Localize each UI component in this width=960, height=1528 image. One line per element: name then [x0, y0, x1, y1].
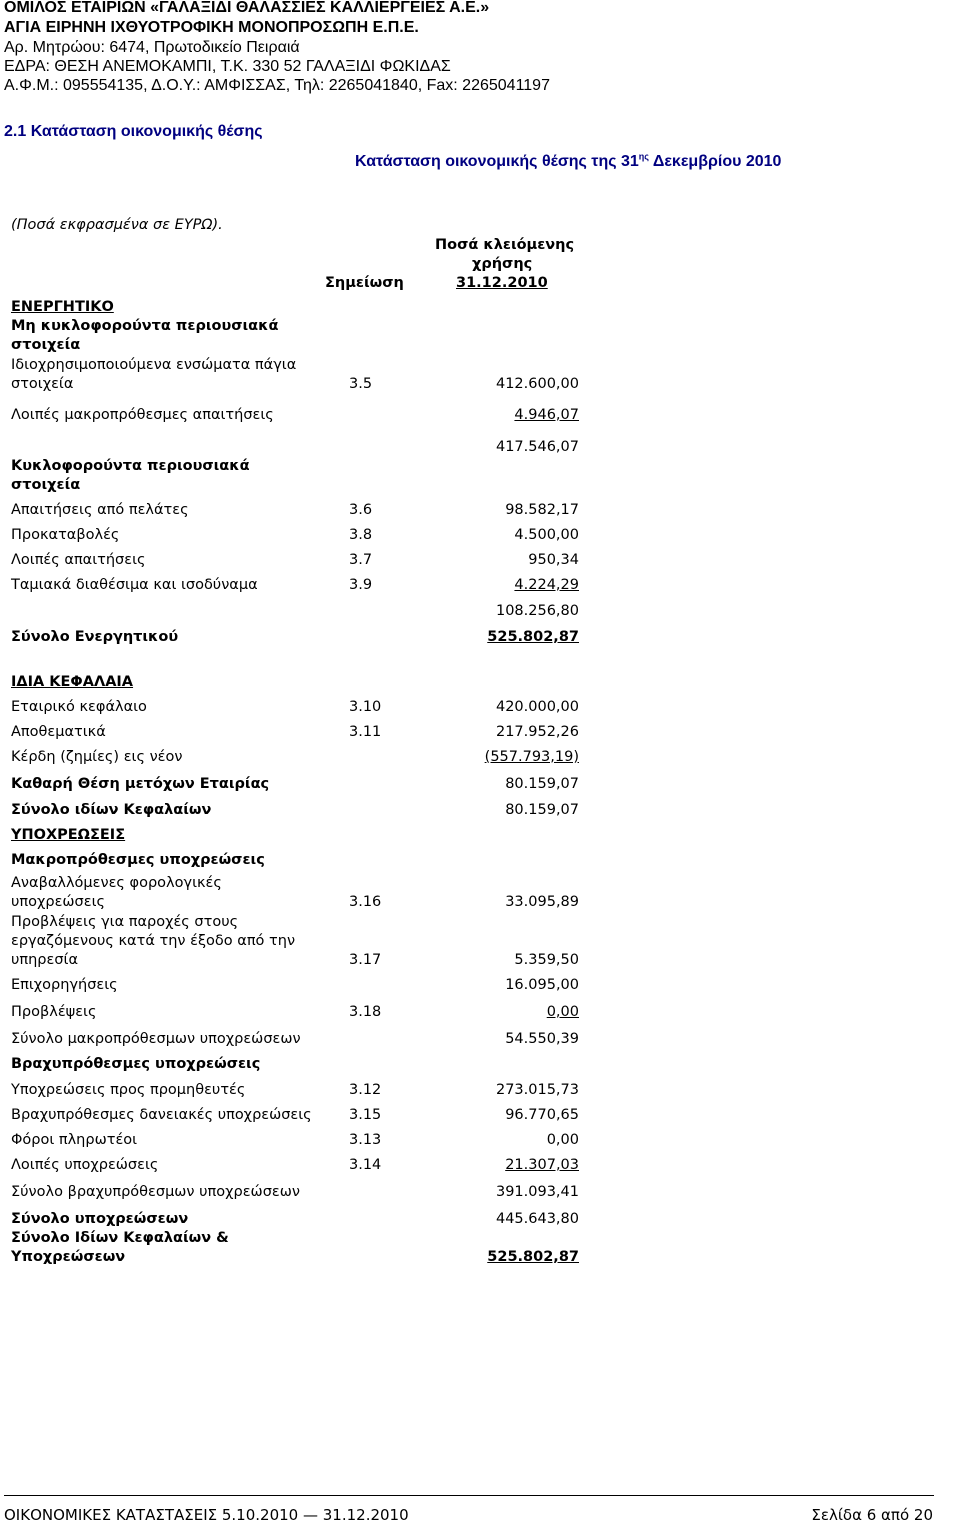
subsidiary-name: ΑΓΙΑ ΕΙΡΗΝΗ ΙΧΘΥΟΤΡΟΦΙΚΗ ΜΟΝΟΠΡΟΣΩΠΗ Ε.Π.Ε.	[4, 19, 419, 36]
liabilities-heading: ΥΠΟΧΡΕΩΣΕΙΣ	[11, 827, 126, 843]
grand-total-label-2: Υποχρεώσεων	[11, 1249, 126, 1265]
tax-contact-line: Α.Φ.Μ.: 095554135, Δ.Ο.Υ.: ΑΜΦΙΣΣΑΣ, Τηλ: 2265041840, Fax: 2265041197	[4, 77, 550, 94]
company-name: ΟΜΙΛΟΣ ΕΤΑΙΡΙΩΝ «ΓΑΛΑΞΙΔΙ ΘΑΛΑΣΣΙΕΣ ΚΑΛΛΙΕΡΓΕΙΕΣ Α.Ε.»	[4, 0, 490, 16]
noncurrent-assets-heading: Μη κυκλοφορούντα περιουσιακά	[11, 318, 279, 334]
current-assets-total: 108.256,80	[495, 603, 579, 619]
cash-label: Ταμιακά διαθέσιμα και ισοδύναμα	[11, 577, 258, 593]
prepayments-note: 3.8	[349, 527, 373, 543]
deferred-tax-label-2: υποχρεώσεις	[11, 894, 105, 910]
provisions-note: 3.18	[349, 1004, 382, 1020]
amount-column-header-2: χρήσης	[472, 256, 533, 272]
suppliers-note: 3.12	[349, 1082, 382, 1098]
current-assets-heading: Κυκλοφορούντα περιουσιακά	[11, 458, 250, 474]
cash-note: 3.9	[349, 577, 373, 593]
grants-label: Επιχορηγήσεις	[11, 977, 118, 993]
note-column-header: Σημείωση	[325, 275, 404, 291]
grand-total-amount: 525.802,87	[487, 1249, 579, 1265]
other-receivables-note: 3.7	[349, 552, 373, 568]
deferred-tax-amount: 33.095,89	[505, 894, 579, 910]
total-equity-label: Σύνολο ιδίων Κεφαλαίων	[11, 802, 212, 818]
employee-benefits-note: 3.17	[349, 952, 382, 968]
net-position-amount: 80.159,07	[505, 776, 579, 792]
shortterm-total-label: Σύνολο βραχυπρόθεσμων υποχρεώσεων	[11, 1184, 300, 1200]
deferred-tax-label: Αναβαλλόμενες φορολογικές	[11, 875, 222, 891]
trade-receivables-amount: 98.582,17	[505, 502, 579, 518]
net-position-label: Καθαρή Θέση μετόχων Εταιρίας	[11, 776, 270, 792]
currency-note: (Ποσά εκφρασμένα σε ΕΥΡΩ).	[11, 217, 223, 233]
total-equity-amount: 80.159,07	[505, 802, 579, 818]
ppe-note: 3.5	[349, 376, 373, 392]
reserves-label: Αποθεματικά	[11, 724, 106, 740]
longterm-total-label: Σύνολο μακροπρόθεσμων υποχρεώσεων	[11, 1031, 301, 1047]
share-capital-note: 3.10	[349, 699, 382, 715]
taxes-amount: 0,00	[546, 1132, 579, 1148]
total-liabilities-amount: 445.643,80	[495, 1211, 579, 1227]
employee-benefits-label: Προβλέψεις για παροχές στους	[11, 914, 239, 930]
page-number: Σελίδα 6 από 20	[811, 1506, 933, 1524]
longterm-liabilities-heading: Μακροπρόθεσμες υποχρεώσεις	[11, 852, 265, 868]
retained-earnings-amount: (557.793,19)	[484, 749, 579, 765]
employee-benefits-label-2: εργαζόμενους κατά την έξοδο από την	[11, 933, 296, 949]
equity-heading: ΙΔΙΑ ΚΕΦΑΛΑΙΑ	[11, 674, 134, 690]
taxes-note: 3.13	[349, 1132, 382, 1148]
ppe-label: Ιδιοχρησιμοποιούμενα ενσώματα πάγια	[11, 357, 297, 373]
footer-title: ΟΙΚΟΝΟΜΙΚΕΣ ΚΑΤΑΣΤΑΣΕΙΣ 5.10.2010 — 31.12.2010	[4, 1506, 409, 1524]
ppe-label-2: στοιχεία	[11, 376, 74, 392]
lt-receivables-amount: 4.946,07	[514, 407, 579, 423]
ppe-amount: 412.600,00	[495, 376, 579, 392]
prepayments-label: Προκαταβολές	[11, 527, 120, 543]
shortterm-total-amount: 391.093,41	[495, 1184, 579, 1200]
suppliers-label: Υποχρεώσεις προς προμηθευτές	[11, 1082, 246, 1098]
provisions-label: Προβλέψεις	[11, 1004, 97, 1020]
amount-column-date: 31.12.2010	[456, 275, 548, 291]
st-loans-amount: 96.770,65	[505, 1107, 579, 1123]
registry-number: Αρ. Μητρώου: 6474, Πρωτοδικείο Πειραιά	[4, 39, 300, 56]
current-assets-heading-2: στοιχεία	[11, 477, 81, 493]
reserves-amount: 217.952,26	[495, 724, 579, 740]
amount-column-header: Ποσά κλειόμενης	[435, 237, 575, 253]
shortterm-liabilities-heading: Βραχυπρόθεσμες υποχρεώσεις	[11, 1056, 261, 1072]
grand-total-label: Σύνολο Ιδίων Κεφαλαίων &	[11, 1230, 229, 1246]
employee-benefits-label-3: υπηρεσία	[11, 952, 79, 968]
total-assets-label: Σύνολο Ενεργητικού	[11, 629, 179, 645]
share-capital-label: Εταιρικό κεφάλαιο	[11, 699, 147, 715]
footer-rule	[4, 1495, 934, 1496]
prepayments-amount: 4.500,00	[514, 527, 579, 543]
st-loans-label: Βραχυπρόθεσμες δανειακές υποχρεώσεις	[11, 1107, 312, 1123]
assets-heading: ΕΝΕΡΓΗΤΙΚΟ	[11, 299, 114, 315]
share-capital-amount: 420.000,00	[495, 699, 579, 715]
retained-earnings-label: Κέρδη (ζημίες) εις νέον	[11, 749, 183, 765]
other-liabilities-amount: 21.307,03	[505, 1157, 579, 1173]
other-receivables-amount: 950,34	[528, 552, 579, 568]
trade-receivables-note: 3.6	[349, 502, 373, 518]
section-title: 2.1 Κατάσταση οικονομικής θέσης	[4, 123, 263, 140]
noncurrent-assets-heading-2: στοιχεία	[11, 337, 81, 353]
company-address: ΕΔΡΑ: ΘΕΣΗ ΑΝΕΜΟΚΑΜΠΙ, Τ.Κ. 330 52 ΓΑΛΑΞΙΔΙ ΦΩΚΙΔΑΣ	[4, 58, 451, 75]
total-assets-amount: 525.802,87	[487, 629, 579, 645]
other-receivables-label: Λοιπές απαιτήσεις	[11, 552, 146, 568]
trade-receivables-label: Απαιτήσεις από πελάτες	[11, 502, 189, 518]
total-liabilities-label: Σύνολο υποχρεώσεων	[11, 1211, 189, 1227]
st-loans-note: 3.15	[349, 1107, 382, 1123]
provisions-amount: 0,00	[546, 1004, 579, 1020]
longterm-total-amount: 54.550,39	[505, 1031, 579, 1047]
reserves-note: 3.11	[349, 724, 382, 740]
lt-receivables-label: Λοιπές μακροπρόθεσμες απαιτήσεις	[11, 407, 274, 423]
grants-amount: 16.095,00	[505, 977, 579, 993]
suppliers-amount: 273.015,73	[495, 1082, 579, 1098]
cash-amount: 4.224,29	[514, 577, 579, 593]
statement-title: Κατάσταση οικονομικής θέσης της $31^{\eta\varsigma}$ Δεκεμβρίου 2010	[355, 151, 782, 170]
other-liabilities-note: 3.14	[349, 1157, 382, 1173]
other-liabilities-label: Λοιπές υποχρεώσεις	[11, 1157, 159, 1173]
employee-benefits-amount: 5.359,50	[514, 952, 579, 968]
noncurrent-total: 417.546,07	[495, 439, 579, 455]
taxes-label: Φόροι πληρωτέοι	[11, 1132, 138, 1148]
deferred-tax-note: 3.16	[349, 894, 382, 910]
